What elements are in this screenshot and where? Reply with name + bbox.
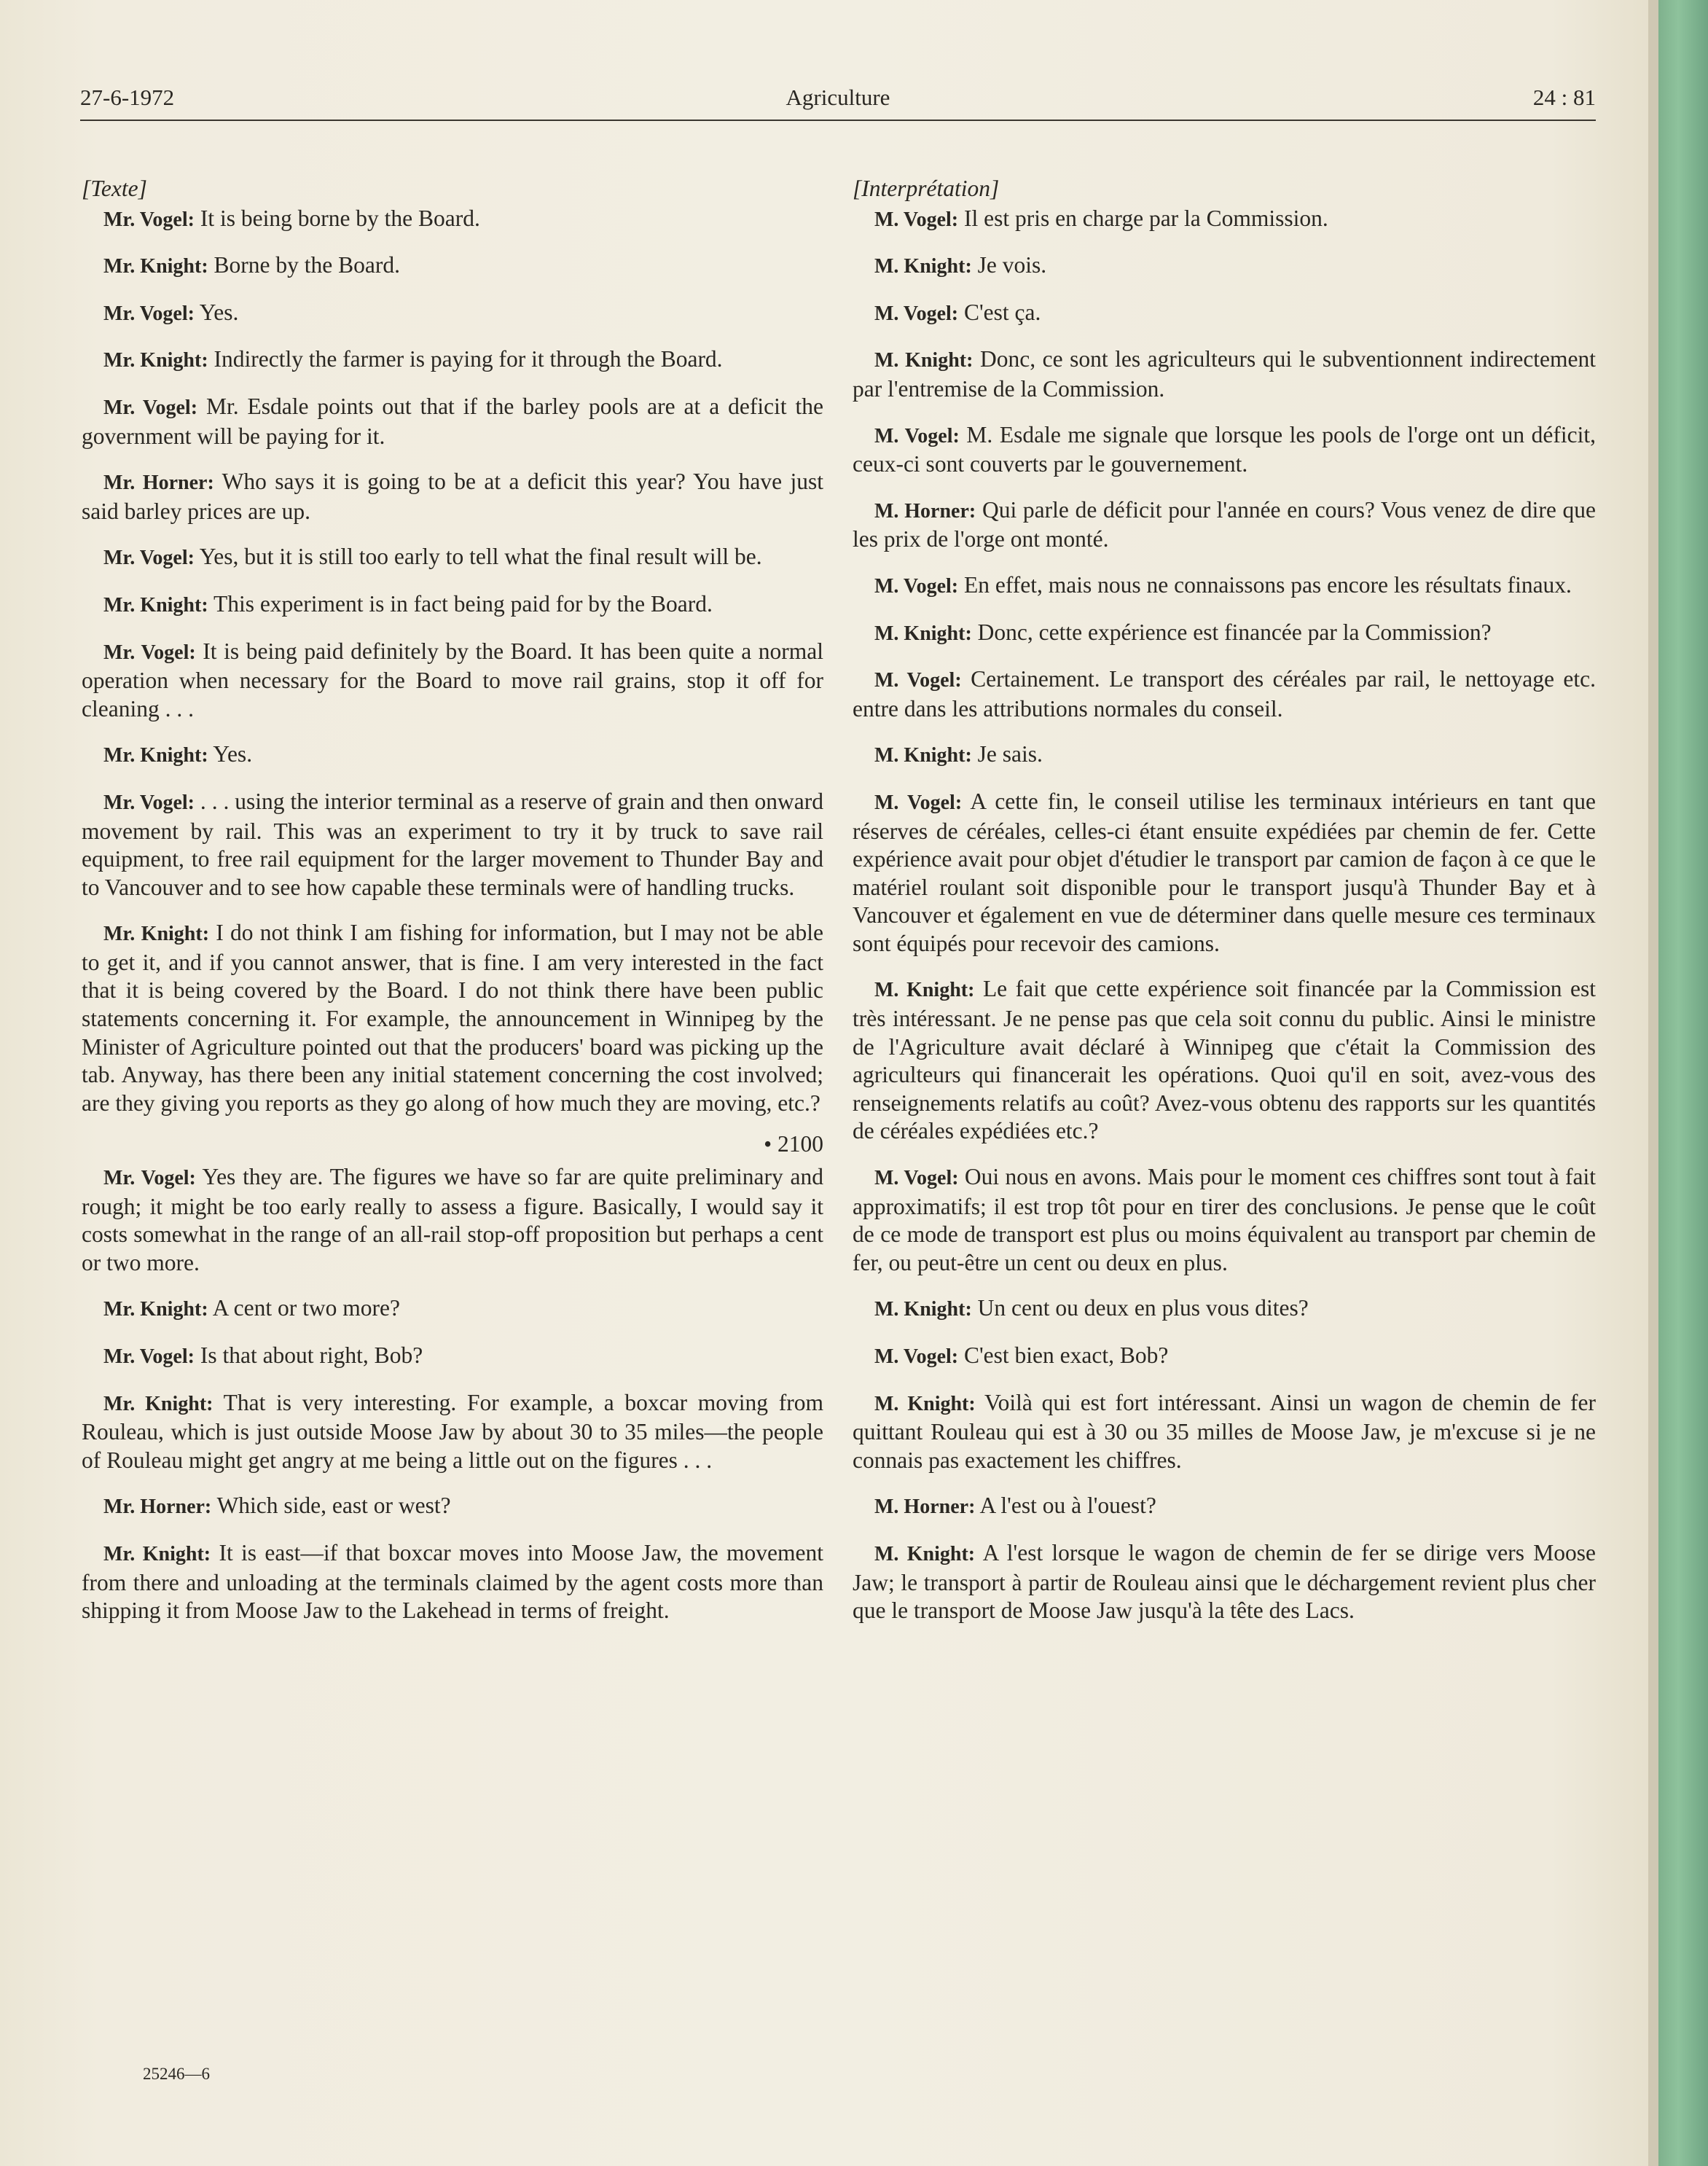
header-page-number: 24 : 81 [1532, 85, 1596, 110]
speech-text: This experiment is in fact being paid for by the Board. [213, 590, 713, 617]
speech-paragraph [82, 251, 823, 281]
speech-text: Donc, ce sont les agriculteurs qui le subventionnent indirectement par l'entremise de la Commission. [853, 346, 1597, 402]
speech-text: Voilà qui est fort intéressant. Ainsi un wagon de chemin de fer quittant Rouleau qui est à 30 ou 35 milles de Moose Jaw, je m'excuse si je ne connais pas exactement les chiffres. [853, 1389, 1597, 1473]
speech-text: Yes. [199, 299, 239, 325]
speech-paragraph [82, 788, 823, 902]
book-cover-edge [1658, 0, 1708, 2166]
speech-paragraph [853, 345, 1596, 403]
speech-paragraph [82, 205, 823, 235]
speech-paragraph [853, 421, 1596, 479]
speech-paragraph [82, 1539, 823, 1625]
speaker-name: M. Vogel: [874, 302, 959, 325]
speech-text: Qui parle de déficit pour l'année en cours? Vous venez de dire que les prix de l'orge ont monté. [853, 496, 1597, 552]
speech-paragraph [853, 1539, 1596, 1625]
footer-code: 25246—6 [143, 2065, 210, 2083]
speech-paragraph [853, 571, 1596, 601]
speaker-name: M. Knight: [874, 979, 975, 1002]
speech-paragraph [853, 205, 1596, 235]
speaker-name: M. Horner: [874, 1496, 976, 1519]
speech-text: Borne by the Board. [214, 252, 400, 278]
speech-text: Donc, cette expérience est financée par la Commission? [977, 619, 1492, 645]
speech-text: Je vois. [977, 252, 1047, 278]
speech-paragraph [853, 299, 1596, 329]
speech-paragraph [853, 740, 1596, 770]
header-date: 27-6-1972 [80, 85, 175, 110]
speaker-name: Mr. Vogel: [103, 547, 195, 570]
speech-paragraph [82, 468, 823, 525]
speech-text: Mr. Esdale points out that if the barley pools are at a deficit the government will be paying for it. [82, 393, 823, 449]
speaker-name: Mr. Vogel: [103, 641, 196, 664]
speech-text: A l'est lorsque le wagon de chemin de fer se dirige vers Moose Jaw; le transport à partir de Rouleau ainsi que le déchargement revient plus cher que le transport de Moose Jaw jusqu'à la tête des Lacs. [853, 1539, 1596, 1624]
speech-text: Il est pris en charge par la Commission. [963, 205, 1328, 231]
speech-text: Oui nous en avons. Mais pour le moment ces chiffres sont tout à fait approximatifs; il est trop tôt pour en tirer des conclusions. Je pense que le coût de ce mode de transport est plus ou moins équivalent au transport par chemin de fer, ou peut-être un cent ou deux en plus. [853, 1164, 1596, 1275]
speech-text: It is being paid definitely by the Board. It has been quite a normal operation when necessary for the Board to move rail grains, stop it off for cleaning . . . [82, 638, 823, 722]
speaker-name: M. Knight: [874, 622, 972, 645]
speech-text: C'est ça. [963, 299, 1041, 325]
speech-text: I do not think I am fishing for information, but I may not be able to get it, and if you cannot answer, that is fine. I am very interested in the fact that it is being covered by the Board. I do not think there have been public statements concerning it. For example, the announcement in Winnipeg by the Minister of Agriculture pointed out that the producers' board was picking up the tab. Anyway, has there been any initial statement concerning the cost involved; are they giving you reports as they go along of how much they are moving, etc.? [82, 920, 824, 1116]
speech-paragraph [82, 590, 823, 620]
speaker-name: Mr. Knight: [103, 1298, 208, 1321]
speech-text: Who says it is going to be at a deficit this year? You have just said barley prices are up. [82, 469, 824, 524]
speech-text: It is being borne by the Board. [200, 205, 480, 231]
speech-paragraph [82, 638, 823, 724]
speaker-name: M. Horner: [874, 499, 976, 523]
speech-text: Indirectly the farmer is paying for it through the Board. [214, 346, 723, 372]
speaker-name: M. Vogel: [874, 791, 963, 814]
speaker-name: Mr. Knight: [103, 349, 208, 372]
speech-paragraph [853, 496, 1596, 554]
header-rule [80, 120, 1596, 121]
speech-paragraph [82, 1163, 823, 1277]
speech-text: A l'est ou à l'ouest? [979, 1493, 1156, 1519]
speech-paragraph [853, 1492, 1596, 1522]
speech-paragraph [82, 393, 823, 450]
speech-paragraph [82, 919, 823, 1117]
speaker-name: Mr. Horner: [103, 1496, 212, 1519]
column-label: [Interprétation] [853, 176, 1000, 201]
speech-text: It is east—if that boxcar moves into Moose Jaw, the movement from there and unloading at the terminals claimed by the agent costs more than shipping it from Moose Jaw to the Lakehead in terms of freight. [82, 1539, 824, 1624]
speech-text: M. Esdale me signale que lorsque les pools de l'orge ont un déficit, ceux-ci sont couverts par le gouvernement. [853, 421, 1596, 477]
speech-text: Is that about right, Bob? [200, 1342, 423, 1368]
speaker-name: M. Knight: [874, 744, 972, 767]
speech-text: C'est bien exact, Bob? [963, 1342, 1169, 1368]
speaker-name: Mr. Vogel: [103, 1167, 196, 1190]
speaker-name: Mr. Knight: [103, 1542, 211, 1565]
time-marker: • 2100 [764, 1131, 823, 1157]
speech-text: Yes. [213, 741, 253, 767]
header-title: Agriculture [786, 85, 890, 110]
speaker-name: Mr. Knight: [103, 744, 208, 767]
speech-paragraph [853, 975, 1596, 1146]
speech-text: Un cent ou deux en plus vous dites? [977, 1295, 1309, 1321]
speaker-name: Mr. Vogel: [103, 396, 198, 419]
speech-paragraph [82, 1389, 823, 1475]
page-header [80, 85, 1596, 115]
speech-text: Which side, east or west? [216, 1493, 451, 1519]
speech-text: Yes, but it is still too early to tell what the final result will be. [199, 544, 762, 570]
french-column [853, 175, 1596, 1643]
speaker-name: Mr. Vogel: [103, 208, 195, 231]
speaker-name: Mr. Vogel: [103, 1345, 195, 1368]
speech-paragraph [853, 788, 1596, 958]
speaker-name: M. Vogel: [874, 574, 959, 598]
speech-paragraph [853, 1389, 1596, 1475]
speaker-name: M. Vogel: [874, 424, 960, 447]
speech-text: . . . using the interior terminal as a reserve of grain and then onward movement by rail. This was an experiment to try it by truck to save rail equipment, to free rail equipment for the larger movement to Thunder Bay and to Vancouver and to see how capable these terminals were of handling trucks. [82, 788, 824, 900]
speech-text: Yes they are. The figures we have so far are quite preliminary and rough; it might be too early really to assess a figure. Basically, I would say it costs somewhat in the range of an all-rail stop-off proposition but perhaps a cent or two more. [82, 1164, 823, 1275]
speech-text: En effet, mais nous ne connaissons pas encore les résultats finaux. [963, 571, 1572, 598]
speaker-name: M. Vogel: [874, 1345, 959, 1368]
english-column [82, 175, 823, 1643]
speaker-name: M. Knight: [874, 1542, 976, 1565]
speaker-name: Mr. Knight: [103, 593, 208, 617]
speech-paragraph [853, 665, 1596, 723]
speech-paragraph [82, 543, 823, 573]
book-gutter [1648, 0, 1658, 2166]
speaker-name: Mr. Knight: [103, 923, 210, 946]
speech-paragraph [853, 1342, 1596, 1372]
speech-paragraph [853, 619, 1596, 649]
speaker-name: Mr. Horner: [103, 472, 214, 495]
speaker-name: Mr. Vogel: [103, 791, 195, 814]
speaker-name: Mr. Knight: [103, 255, 208, 278]
speech-text: A cent or two more? [212, 1295, 400, 1321]
speech-paragraph [82, 1492, 823, 1522]
speech-text: That is very interesting. For example, a boxcar moving from Rouleau, which is just outside Moose Jaw by about 30 to 35 miles—the people of Rouleau might get angry at me being a little out on the figures . . . [82, 1389, 823, 1473]
column-label: [Texte] [82, 176, 147, 201]
speech-paragraph [82, 345, 823, 375]
speech-paragraph [82, 299, 823, 329]
speech-text: Je sais. [977, 741, 1043, 767]
speech-paragraph [853, 251, 1596, 281]
speech-text: A cette fin, le conseil utilise les terminaux intérieurs en tant que réserves de céréales, celles-ci étant ensuite expédiées par chemin de fer. Cette expérience avait pour objet d'étudier le transport par camion de façon à ce que le matériel roulant soit disponible pour le transport jusqu'à Thunder Bay et à Vancouver et également en vue de déterminer dans quelle mesure ces terminaux sont équipés pour recevoir des camions. [853, 788, 1597, 956]
speech-text: Le fait que cette expérience soit financée par la Commission est très intéressant. Je ne pense pas que cela soit connu du public. Ainsi le ministre de l'Agriculture avait déclaré à Winnipeg que c'était la Commission des agriculteurs qui financerait les opérations. Quoi qu'il en soit, avez-vous des renseignements relatifs au coût? Avez-vous obtenu des rapports sur les quantités de céréales expédiées etc.? [853, 976, 1596, 1144]
speaker-name: M. Vogel: [874, 669, 962, 692]
speaker-name: M. Knight: [874, 255, 972, 278]
speaker-name: M. Knight: [874, 1392, 976, 1415]
speech-paragraph [82, 1294, 823, 1324]
speech-paragraph [853, 1294, 1596, 1324]
speaker-name: M. Knight: [874, 349, 974, 372]
speaker-name: M. Vogel: [874, 208, 959, 231]
speech-text: Certainement. Le transport des céréales par rail, le nettoyage etc. entre dans les attributions normales du conseil. [853, 666, 1596, 722]
speech-paragraph [82, 740, 823, 770]
speech-paragraph [82, 1342, 823, 1372]
speaker-name: M. Vogel: [874, 1167, 959, 1190]
speaker-name: M. Knight: [874, 1298, 972, 1321]
speech-paragraph [853, 1163, 1596, 1277]
speaker-name: Mr. Vogel: [103, 302, 195, 325]
speaker-name: Mr. Knight: [103, 1392, 214, 1415]
